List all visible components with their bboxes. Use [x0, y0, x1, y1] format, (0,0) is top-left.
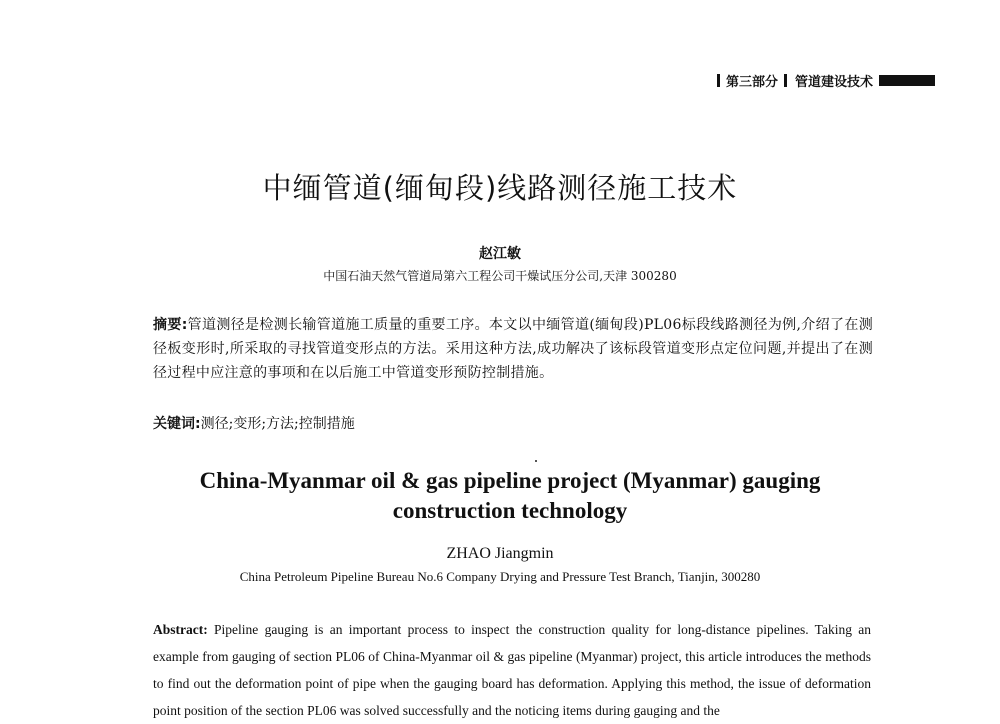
english-title — [150, 466, 870, 526]
english-abstract-text: Pipeline gauging is an important process to inspect the construction quality for long-distance pipelines. Taking an example from gauging of section PL06 of China-Myanmar oil & gas pipeline (Myanmar) project, this article introduces the methods to find out the deformation point of pipe when the gauging board has deformation. Applying this method, the issue of deformation point position of the section PL06 was solved successfully and the noticing items during gauging and the — [153, 622, 871, 718]
english-abstract — [153, 616, 871, 724]
header-black-block — [879, 75, 935, 86]
chinese-abstract — [153, 313, 873, 385]
stray-dot — [535, 460, 537, 462]
chinese-keywords-text: 测径;变形;方法;控制措施 — [200, 416, 355, 432]
header-separator — [784, 74, 787, 87]
chinese-author: 赵江敏 — [479, 246, 521, 262]
english-title-line-1: China-Myanmar oil & gas pipeline project (Myanmar) gauging — [199, 468, 821, 493]
english-author: ZHAO Jiangmin — [446, 545, 554, 562]
chinese-abstract-label: 摘要: — [153, 317, 188, 333]
header-section-label: 管道建设技术 — [795, 74, 874, 90]
chinese-keywords — [153, 412, 873, 436]
chinese-title: 中缅管道(缅甸段)线路测径施工技术 — [262, 171, 738, 205]
english-title-line-2: construction technology — [392, 498, 628, 523]
running-header — [717, 69, 1000, 91]
header-part-label: 第三部分 — [726, 74, 779, 90]
chinese-abstract-text: 管道测径是检测长输管道施工质量的重要工序。本文以中缅管道(缅甸段)PL06标段线路测径为例,介绍了在测径板变形时,所采取的寻找管道变形点的方法。采用这种方法,成功解决了该标段管道变形点定位问题,并提出了在测径过程中应注意的事项和在以后施工中管道变形预防控制措施。 — [153, 317, 873, 381]
english-affiliation: China Petroleum Pipeline Bureau No.6 Company Drying and Pressure Test Branch, Tianjin, 300280 — [239, 569, 761, 584]
header-bar-mark — [717, 74, 720, 87]
chinese-affiliation: 中国石油天然气管道局第六工程公司干燥试压分公司,天津 300280 — [323, 269, 677, 283]
english-abstract-label: Abstract: — [153, 622, 208, 637]
chinese-keywords-label: 关键词: — [153, 416, 201, 432]
